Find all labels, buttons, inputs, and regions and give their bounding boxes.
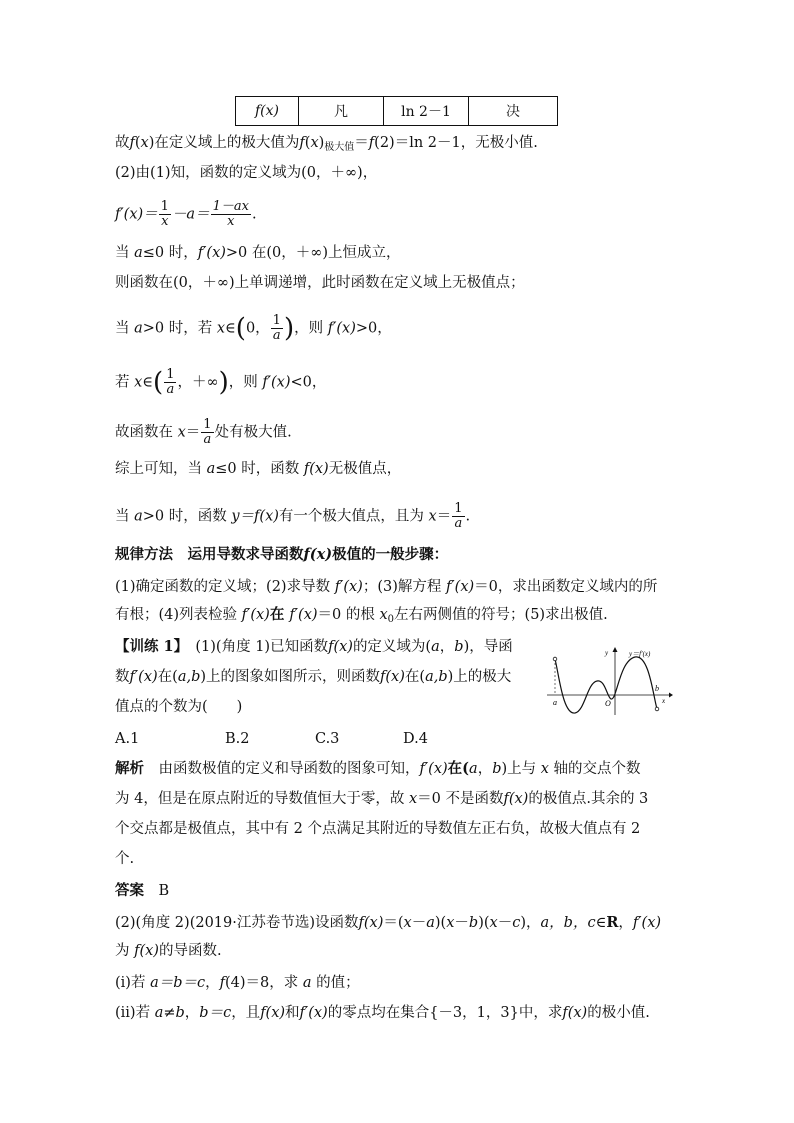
curve-label: y＝f′(x): [629, 650, 651, 658]
option-a: A.1: [115, 731, 140, 747]
text-line: 解析 由函数极值的定义和导函数的图象可知，f′(x)在(a，b)上与 x 轴的交点个数: [115, 760, 641, 777]
endpoint-a-icon: [553, 657, 557, 661]
text-line: 【训练 1】 (1)(角度 1)已知函数f(x)的定义域为(a，b)，导函: [115, 638, 513, 655]
label-origin: O: [605, 699, 611, 708]
answer-heading: 答案: [115, 882, 144, 899]
derivative-graph: [545, 645, 673, 717]
label-b: b: [655, 684, 659, 693]
option-d: D.4: [403, 731, 428, 747]
label-a: a: [553, 698, 557, 707]
value-table: [235, 96, 558, 126]
option-b: B.2: [225, 731, 250, 747]
text-line: 为 4，但是在原点附近的导数值恒大于零，故 x＝0 不是函数f(x)的极值点.其余的 3: [115, 791, 649, 807]
table-cell: ln 2－1: [384, 97, 469, 126]
table-row: [236, 97, 558, 126]
text-line: 当 a>0 时，若 x∈(0， $\frac{1}{a}$ )，则 f′(x)>0，: [115, 313, 392, 344]
text-line: (1)确定函数的定义域；(2)求导数 f′(x)；(3)解方程 f′(x)＝0，求出函数定义域内的所: [115, 579, 658, 595]
text-line: 当 a≤0 时，f′(x)>0 在(0，＋∞)上恒成立，: [115, 245, 401, 261]
text-line: 故函数在 x＝ $\frac{1}{a}$ 处有极大值.: [115, 417, 292, 447]
text-line: 数f′(x)在(a,b)上的图象如图所示，则函数f(x)在(a,b)上的极大: [115, 669, 512, 685]
text-line: 个.: [115, 851, 135, 867]
x-axis-arrow-icon: [669, 693, 673, 698]
options-row: [115, 730, 690, 748]
text-line: 有根；(4)列表检验 f′(x)在 f′(x)＝0 的根 $x_0$左右两侧值的符号；(5)求出极值.: [115, 606, 608, 625]
text-line: [115, 882, 690, 900]
label-x-axis: x: [662, 697, 666, 705]
text-line: f′(x)＝ $\frac{1}{x}$ －a＝ $\frac{1-ax}{x}$ .: [115, 199, 257, 229]
table-cell: f(x): [236, 97, 299, 126]
text-line: 故f(x)在定义域上的极大值为$f(x)_{极大值}=f(2)=\ln$ 2－1，无极小值.: [115, 135, 538, 153]
section-heading: 【训练 1】: [115, 638, 181, 655]
text-line: 则函数在(0，＋∞)上单调递增，此时函数在定义域上无极值点；: [115, 275, 525, 291]
text-line: 为 f(x)的导函数.: [115, 943, 222, 959]
text-line: 当 a>0 时，函数 y＝f(x)有一个极大值点，且为 x＝ $\frac{1}{a}$ .: [115, 501, 471, 531]
text-line: (ⅱ)若 a≠b，b＝c，且f(x)和f′(x)的零点均在集合{－3，1，3}中，求f(x)的极小值.: [115, 1005, 650, 1021]
table-cell: 决: [469, 97, 558, 126]
text-line: (ⅰ)若 a＝b＝c，f(4)＝8，求 a 的值；: [115, 975, 360, 991]
text-line: 个交点都是极值点，其中有 2 个点满足其附近的导数值左正右负，故极大值点有 2: [115, 821, 641, 837]
text-line: 规律方法 运用导数求导函数f(x)极值的一般步骤：: [115, 546, 449, 563]
text-line: 若 x∈( $\frac{1}{a}$ ，＋∞)，则 f′(x)<0，: [115, 367, 327, 398]
option-c: C.3: [315, 731, 340, 747]
section-heading: 规律方法: [115, 546, 173, 563]
text-line: (2)由(1)知，函数的定义域为(0，＋∞)，: [115, 165, 378, 181]
text-line: 综上可知，当 a≤0 时，函数 f(x)无极值点，: [115, 461, 402, 477]
table-cell: 凡: [299, 97, 384, 126]
text-line: (2)(角度 2)(2019·江苏卷节选)设函数f(x)＝(x－a)(x－b)(x－c)，a，b，c∈R，f′(x): [115, 914, 662, 931]
section-heading: 解析: [115, 760, 144, 777]
endpoint-b-icon: [655, 707, 659, 711]
label-y-axis: y: [605, 649, 609, 657]
y-axis-arrow-icon: [613, 647, 618, 652]
answer-value: B: [144, 883, 170, 899]
text-line: 值点的个数为( ): [115, 699, 243, 715]
